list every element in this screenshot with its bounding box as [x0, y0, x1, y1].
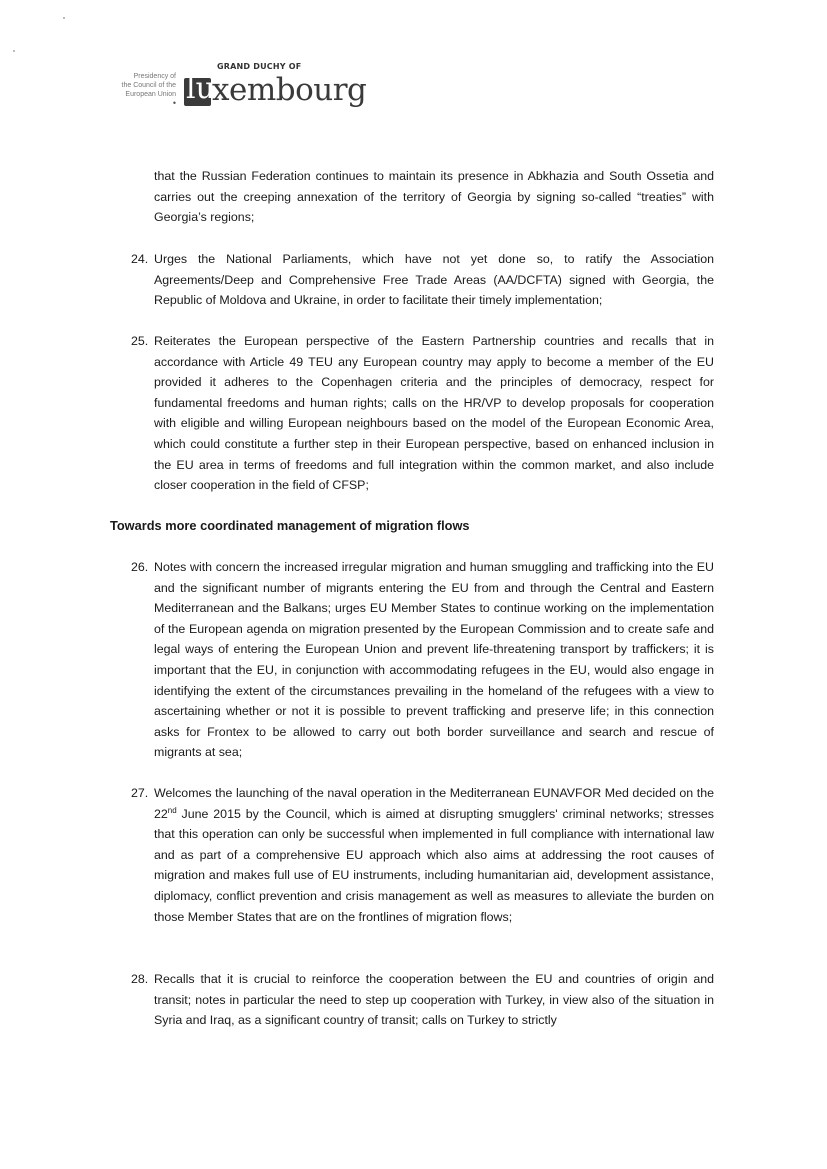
- item-24-text: Urges the National Parliaments, which have not yet done so, to ratify the Association Agreements/Deep and Comprehensive Free Trade Areas (AA/DCFTA) signed with Georgia, the Republic of Moldova and Ukraine, in order to facilitate their timely implementation;: [154, 252, 714, 308]
- grand-duchy-label: GRAND DUCHY OF: [217, 62, 302, 71]
- logo-lu-box: lu: [186, 71, 215, 106]
- item-number: 28.: [131, 972, 149, 986]
- presidency-label: [100, 72, 176, 108]
- item-number: 25.: [131, 334, 149, 348]
- logo-wordmark: xembourg: [212, 72, 367, 108]
- presidency-line-1: Presidency of: [133, 73, 176, 80]
- presidency-logo: [100, 60, 400, 120]
- scan-speck: [13, 50, 15, 52]
- item-number: 27.: [131, 786, 149, 800]
- continuation-paragraph: that the Russian Federation continues to maintain its presence in Abkhazia and South Ossetia and carries out the creeping annexation of the territory of Georgia by signing so-called “treaties” with Georgia’s regions;: [154, 169, 714, 225]
- presidency-line-2: the Council of the: [121, 82, 176, 89]
- presidency-line-3: European Union •: [125, 91, 176, 108]
- scan-speck: [63, 17, 65, 19]
- item-27-text: Welcomes the launching of the naval operation in the Mediterranean EUNAVFOR Med decided on the 22nd June 2015 by the Council, which is aimed at disrupting smugglers' criminal networks; stresses that this operation can only be successful when implemented in full compliance with international law and as part of a comprehensive EU approach which also aims at addressing the root causes of migration and makes full use of EU instruments, including humanitarian aid, development assistance, diplomacy, conflict prevention and crisis management as well as measures to alleviate the burden on those Member States that are on the frontlines of migration flows;: [154, 786, 714, 924]
- item-26-text: Notes with concern the increased irregular migration and human smuggling and trafficking into the EU and the significant number of migrants entering the EU from and through the Central and Eastern Mediterranean and the Balkans; urges EU Member States to continue working on the implementation of the European agenda on migration presented by the European Commission and to create safe and legal ways of entering the European Union and prevent life-threatening transport by traffickers; it is important that the EU, in conjunction with accommodating refugees in the EU, would also engage in identifying the extent of the circumstances prevailing in the homeland of the refugees with a view to ascertaining whether or not it is possible to prevent trafficking and preserve life; in this connection asks for Frontex to be allowed to carry out both border surveillance and search and rescue of migrants at sea;: [154, 560, 714, 760]
- item-number: 24.: [131, 252, 149, 266]
- item-number: 26.: [131, 560, 149, 574]
- section-heading: Towards more coordinated management of migration flows: [110, 518, 470, 533]
- item-28-text: Recalls that it is crucial to reinforce the cooperation between the EU and countries of origin and transit; notes in particular the need to step up cooperation with Turkey, in view also of the situation in Syria and Iraq, as a significant country of transit; calls on Turkey to strictly: [154, 972, 714, 1028]
- item-25-text: Reiterates the European perspective of the Eastern Partnership countries and recalls that in accordance with Article 49 TEU any European country may apply to become a member of the EU provided it adheres to the Copenhagen criteria and the principles of democracy, respect for fundamental freedoms and human rights; calls on the HR/VP to develop proposals for cooperation with eligible and willing European neighbours based on the model of the European Economic Area, which could constitute a further step in their European perspective, based on enhanced inclusion in the EU area in terms of freedoms and full integration within the common market, and also include closer cooperation in the field of CFSP;: [154, 334, 714, 493]
